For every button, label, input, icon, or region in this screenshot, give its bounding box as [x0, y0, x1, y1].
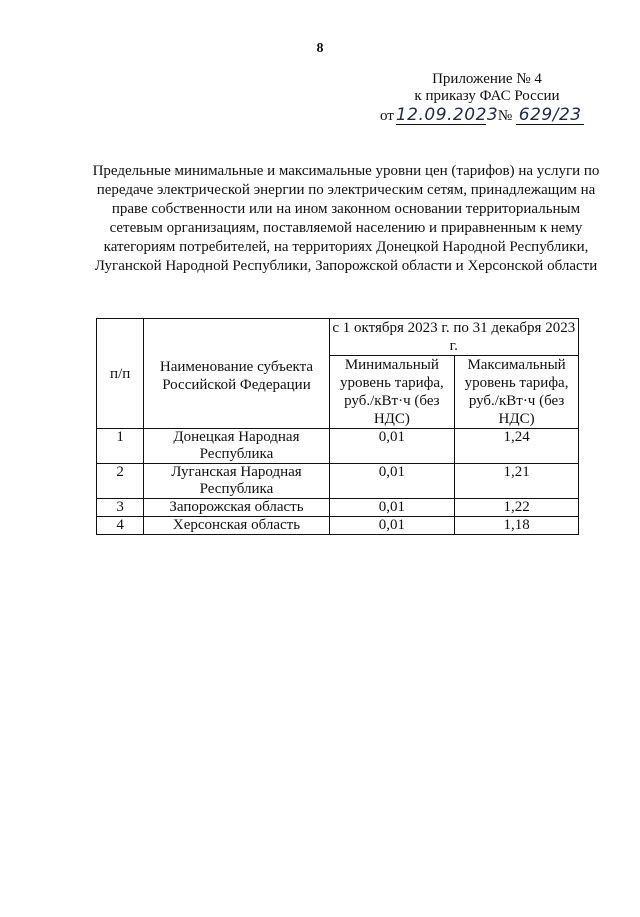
table-header-row	[97, 319, 579, 356]
row-num: 4	[97, 517, 144, 535]
header-period: с 1 октября 2023 г. по 31 декабря 2023 г.	[329, 319, 578, 356]
row-name: Запорожская область	[144, 499, 329, 517]
header-name	[144, 319, 329, 429]
row-min: 0,01	[329, 517, 455, 535]
number-label: №	[497, 108, 513, 124]
row-min: 0,01	[329, 429, 455, 464]
row-num: 2	[97, 464, 144, 499]
date-prefix: от	[380, 108, 394, 124]
order-number: 629/23	[516, 107, 584, 125]
row-name: Донецкая Народная Республика	[144, 429, 329, 464]
table-row	[97, 464, 579, 499]
table-row	[97, 499, 579, 517]
row-name: Луганская Народная Республика	[144, 464, 329, 499]
header-max: Максимальный уровень тарифа, руб./кВт·ч (без НДС)	[455, 356, 579, 429]
appendix-header	[380, 71, 620, 125]
row-min: 0,01	[329, 464, 455, 499]
row-num: 1	[97, 429, 144, 464]
table-row	[97, 517, 579, 535]
row-name: Херсонская область	[144, 517, 329, 535]
page-number: 8	[316, 41, 324, 56]
document-title: Предельные минимальные и максимальные уровни цен (тарифов) на услуги по передаче электрической энергии по электрическим сетям, принадлежащим на праве собственности или на ином законном основании территориальным сетевым организациям, поставляемой населению и приравненным к нему категориям потребителей, на территориях Донецкой Народной Республики, Луганской Народной Республики, Запорожской области и Херсонской области	[92, 163, 600, 274]
header-name-text: Наименование субъекта Российской Федерации	[159, 358, 314, 393]
header-num: п/п	[97, 319, 144, 429]
row-max: 1,22	[455, 499, 579, 517]
table-row	[97, 429, 579, 464]
row-num: 3	[97, 499, 144, 517]
appendix-title: Приложение № 4	[432, 71, 542, 87]
row-max: 1,24	[455, 429, 579, 464]
order-reference-line	[380, 107, 620, 125]
appendix-order-ref: к приказу ФАС России	[414, 88, 560, 104]
row-max: 1,18	[455, 517, 579, 535]
row-min: 0,01	[329, 499, 455, 517]
row-max: 1,21	[455, 464, 579, 499]
tariff-table	[96, 318, 579, 535]
header-min: Минимальный уровень тарифа, руб./кВт·ч (без НДС)	[329, 356, 455, 429]
order-date: 12.09.2023	[395, 105, 499, 125]
